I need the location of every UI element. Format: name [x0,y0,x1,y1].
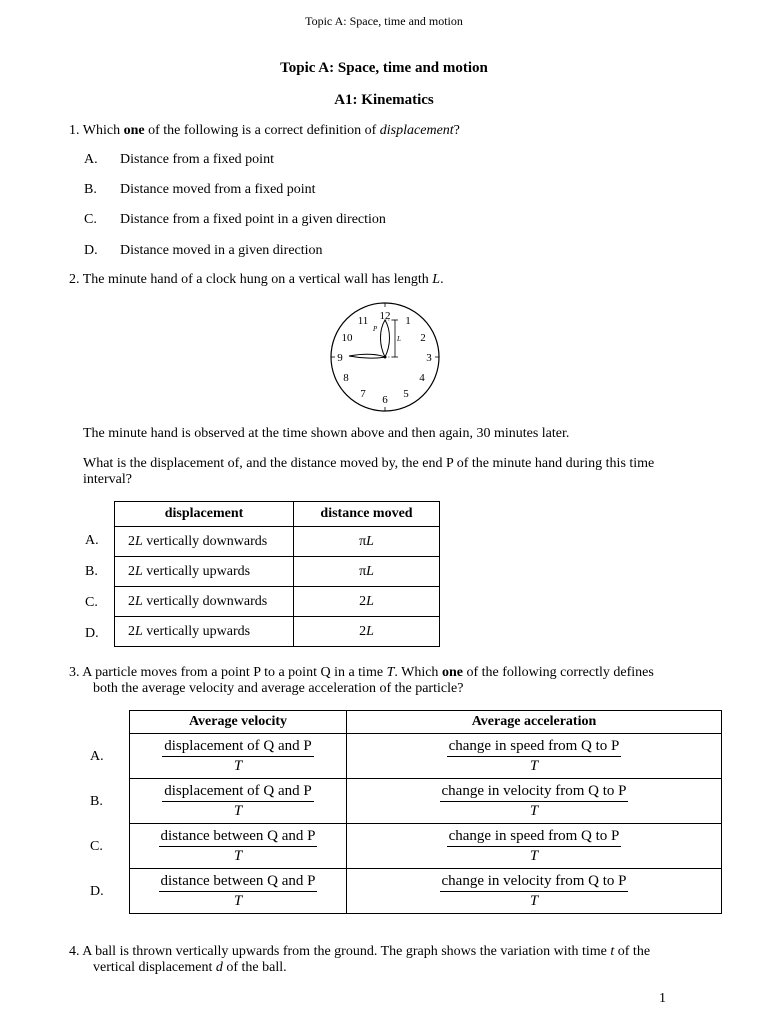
q1-option-b-letter[interactable]: B. [84,182,97,197]
table-cell: 2L [294,587,440,617]
q2-option-a-letter[interactable]: A. [85,533,99,548]
table-cell: 2L [294,617,440,647]
table-row [130,869,722,914]
clock-number: 2 [420,332,426,344]
q3-option-d-letter[interactable]: D. [90,884,104,899]
question-number: 2. [69,272,80,287]
q3-answer-table [129,710,722,914]
q1-option-a-letter[interactable]: A. [84,152,98,167]
question-number: 4. [69,944,80,959]
table-header: displacement [115,502,294,527]
clock-number: 12 [379,310,391,322]
table-header: Average acceleration [347,711,722,734]
table-cell [130,779,347,824]
clock-number: 9 [337,352,343,364]
table-cell: 2L vertically downwards [115,587,294,617]
q1-option-c-text: Distance from a fixed point in a given direction [120,212,386,227]
table-cell: 2L vertically upwards [115,557,294,587]
table-header: distance moved [294,502,440,527]
question-4-stem: 4. A ball is thrown vertically upwards from the ground. The graph shows the variation with time t of the vertical displacement d of the ball. [69,944,651,975]
q2-option-c-letter[interactable]: C. [85,595,98,610]
table-row [115,557,440,587]
question-1-stem: 1. Which one of the following is a correct definition of displacement? [69,123,460,138]
clock-number: 7 [360,388,366,400]
table-row [130,779,722,824]
q2-observation-text: The minute hand is observed at the time shown above and then again, 30 minutes later. [83,426,570,441]
q2-question-text: What is the displacement of, and the distance moved by, the end P of the minute hand during this time interval? [83,456,655,487]
table-cell: πL [294,557,440,587]
clock-number: 5 [403,388,409,400]
clock-number: 8 [343,372,349,384]
q1-option-d-letter[interactable]: D. [84,243,98,258]
minute-hand [381,320,390,357]
section-title: A1: Kinematics [334,92,434,108]
page-number: 1 [659,991,666,1006]
running-header: Topic A: Space, time and motion [305,14,463,28]
question-number: 1. [69,123,80,138]
clock-number: 11 [357,315,369,327]
table-cell [130,869,347,914]
fraction: $\frac{\text{displacement of Q and P}}{T}$ [164,783,312,819]
clock-number: 4 [419,372,425,384]
clock-number: 6 [382,394,388,406]
table-cell [347,779,722,824]
table-cell [130,824,347,869]
fraction: $\frac{\text{change in speed from Q to P}}{T}$ [448,828,620,864]
table-row [130,734,722,779]
table-row [115,587,440,617]
table-cell: πL [294,527,440,557]
q2-option-b-letter[interactable]: B. [85,564,98,579]
table-cell [347,824,722,869]
fraction: $\frac{\text{distance between Q and P}}{T}$ [160,828,316,864]
table-cell [130,734,347,779]
table-cell [347,869,722,914]
fraction: $\frac{\text{distance between Q and P}}{T}$ [160,873,316,909]
clock-number: 10 [341,332,353,344]
point-p-label: P [373,325,378,333]
clock-number: 3 [426,352,432,364]
clock-diagram [325,300,445,412]
q3-option-b-letter[interactable]: B. [90,794,103,809]
q1-option-c-letter[interactable]: C. [84,212,97,227]
question-number: 3. [69,665,80,680]
q1-option-a-text: Distance from a fixed point [120,152,274,167]
fraction: $\frac{\text{change in speed from Q to P}}{T}$ [448,738,620,774]
table-cell [347,734,722,779]
table-row [130,824,722,869]
q2-answer-table [114,501,440,647]
question-2-stem: 2. The minute hand of a clock hung on a vertical wall has length L. [69,272,444,287]
q1-option-b-text: Distance moved from a fixed point [120,182,316,197]
table-cell: 2L vertically upwards [115,617,294,647]
q1-option-d-text: Distance moved in a given direction [120,243,323,258]
q2-option-d-letter[interactable]: D. [85,626,99,641]
table-row [115,617,440,647]
table-header: Average velocity [130,711,347,734]
clock-number: 1 [405,315,411,327]
q3-option-a-letter[interactable]: A. [90,749,104,764]
length-l-label: L [397,335,401,343]
page-title: Topic A: Space, time and motion [280,60,488,76]
q3-option-c-letter[interactable]: C. [90,839,103,854]
fraction: $\frac{\text{change in velocity from Q to P}}{T}$ [441,873,627,909]
fraction: $\frac{\text{change in velocity from Q to P}}{T}$ [441,783,627,819]
table-row [115,527,440,557]
hour-hand [349,354,385,358]
fraction: $\frac{\text{displacement of Q and P}}{T}$ [164,738,312,774]
table-cell: 2L vertically downwards [115,527,294,557]
question-3-stem: 3. A particle moves from a point P to a point Q in a time T. Which one of the following correctly defines both the average velocity and average acceleration of the particle? [69,665,654,696]
